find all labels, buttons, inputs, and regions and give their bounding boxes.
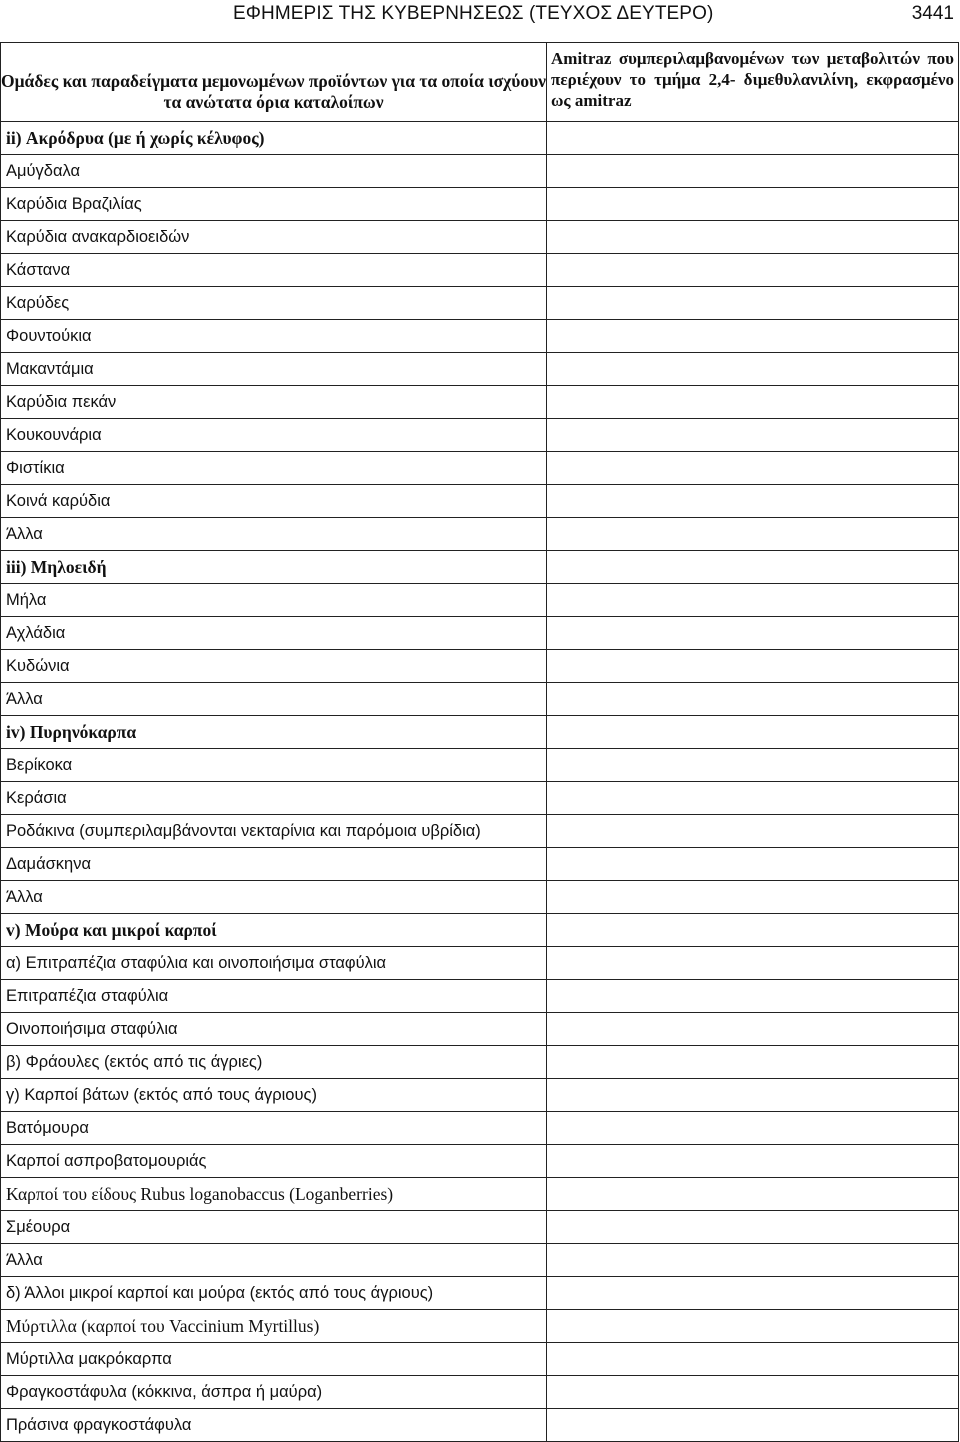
product-name: Βατόμουρα [6, 1119, 89, 1137]
table-row [1, 551, 959, 584]
amitraz-value-cell [547, 485, 959, 518]
amitraz-value-cell [547, 1079, 959, 1112]
product-name: Καρύδες [6, 294, 70, 312]
amitraz-value-cell [547, 980, 959, 1013]
product-name: Καρποί του είδους Rubus loganobaccus (Loganberries) [6, 1184, 394, 1204]
table-row [1, 1310, 959, 1343]
product-name: Μύρτιλλα (καρποί του Vaccinium Myrtillus) [6, 1316, 320, 1336]
gazette-title: ΕΦΗΜΕΡΙΣ ΤΗΣ ΚΥΒΕΡΝΗΣΕΩΣ (ΤΕΥΧΟΣ ΔΕΥΤΕΡΟ) [233, 3, 714, 24]
product-name: Κεράσια [6, 789, 67, 807]
residue-limits-table [0, 42, 959, 1442]
table-row [1, 320, 959, 353]
amitraz-value-cell [547, 947, 959, 980]
table-row [1, 848, 959, 881]
table-row [1, 518, 959, 551]
product-name: Καρύδια πεκάν [6, 393, 117, 411]
product-name: Κουκουνάρια [6, 426, 102, 444]
table-row [1, 419, 959, 452]
product-name: Σμέουρα [6, 1218, 71, 1236]
product-name: Δαμάσκηνα [6, 855, 92, 873]
product-name: Καρποί ασπροβατομουριάς [6, 1152, 207, 1170]
amitraz-value-cell [547, 1013, 959, 1046]
product-name: Κοινά καρύδια [6, 492, 111, 510]
product-name: Κυδώνια [6, 657, 70, 675]
table-row [1, 650, 959, 683]
amitraz-value-cell [547, 188, 959, 221]
amitraz-value-cell [547, 1277, 959, 1310]
amitraz-value-cell [547, 782, 959, 815]
product-name: δ) Άλλοι μικροί καρποί και μούρα (εκτός από τους άγριους) [6, 1284, 434, 1302]
amitraz-value-cell [547, 1178, 959, 1211]
product-name: Μύρτιλλα μακρόκαρπα [6, 1350, 172, 1368]
product-name: Φιστίκια [6, 459, 65, 477]
table-row [1, 1277, 959, 1310]
table-row [1, 1178, 959, 1211]
table-row [1, 287, 959, 320]
amitraz-value-cell [547, 320, 959, 353]
amitraz-value-cell [547, 452, 959, 485]
product-name: β) Φράουλες (εκτός από τις άγριες) [6, 1053, 263, 1071]
product-name: Επιτραπέζια σταφύλια [6, 987, 169, 1005]
amitraz-value-cell [547, 1112, 959, 1145]
table-header-row [1, 43, 959, 122]
product-name: Άλλα [6, 525, 43, 543]
table-row [1, 155, 959, 188]
table-row [1, 1376, 959, 1409]
amitraz-value-cell [547, 221, 959, 254]
table-row [1, 980, 959, 1013]
amitraz-value-cell [547, 683, 959, 716]
table-row [1, 485, 959, 518]
category-heading: ii) Ακρόδρυα (με ή χωρίς κέλυφος) [6, 128, 265, 148]
amitraz-value-cell [547, 749, 959, 782]
amitraz-value-cell [547, 386, 959, 419]
product-name: Οινοποιήσιμα σταφύλια [6, 1020, 178, 1038]
amitraz-value-cell [547, 1244, 959, 1277]
table-row [1, 188, 959, 221]
product-name: Καρύδια ανακαρδιοειδών [6, 228, 190, 246]
table-row [1, 353, 959, 386]
product-name: Αμύγδαλα [6, 162, 81, 180]
amitraz-value-cell [547, 155, 959, 188]
table-row [1, 1145, 959, 1178]
table-row [1, 122, 959, 155]
product-name: Κάστανα [6, 261, 71, 279]
product-name: γ) Καρποί βάτων (εκτός από τους άγριους) [6, 1086, 317, 1104]
table-row [1, 881, 959, 914]
amitraz-value-cell [547, 287, 959, 320]
product-name: Μακαντάμια [6, 360, 94, 378]
table-row [1, 254, 959, 287]
table-row [1, 1112, 959, 1145]
amitraz-value-cell [547, 353, 959, 386]
amitraz-value-cell [547, 881, 959, 914]
amitraz-value-cell [547, 1046, 959, 1079]
amitraz-value-cell [547, 584, 959, 617]
table-row [1, 584, 959, 617]
amitraz-value-cell [547, 716, 959, 749]
product-name: Άλλα [6, 690, 43, 708]
amitraz-value-cell [547, 254, 959, 287]
table-row [1, 1046, 959, 1079]
amitraz-value-cell [547, 419, 959, 452]
product-name: Μήλα [6, 591, 47, 609]
table-row [1, 1343, 959, 1376]
table-row [1, 617, 959, 650]
amitraz-value-cell [547, 1211, 959, 1244]
page-number: 3441 [911, 3, 954, 24]
table-row [1, 1244, 959, 1277]
table-row [1, 386, 959, 419]
product-name: Άλλα [6, 1251, 43, 1269]
table-row [1, 1211, 959, 1244]
amitraz-value-cell [547, 848, 959, 881]
amitraz-value-cell [547, 551, 959, 584]
table-row [1, 1079, 959, 1112]
table-row [1, 1013, 959, 1046]
amitraz-value-cell [547, 1376, 959, 1409]
product-name: Βερίκοκα [6, 756, 73, 774]
amitraz-value-cell [547, 1145, 959, 1178]
table-row [1, 947, 959, 980]
column-header-amitraz: Amitraz συμπεριλαμβανομένων των μεταβολιτών που περιέχουν το τμήμα 2,4- διμεθυλανιλίνη, εκφρασμένο ως amitraz [551, 49, 954, 110]
product-name: Αχλάδια [6, 624, 66, 642]
table-row [1, 749, 959, 782]
amitraz-value-cell [547, 122, 959, 155]
column-header-products: Ομάδες και παραδείγματα μεμονωμένων προϊόντων για τα οποία ισχύουν τα ανώτατα όρια καταλοίπων [1, 71, 546, 112]
product-name: Πράσινα φραγκοστάφυλα [6, 1416, 192, 1434]
table-row [1, 815, 959, 848]
category-heading: iii) Μηλοειδή [6, 557, 107, 577]
table-row [1, 452, 959, 485]
amitraz-value-cell [547, 1310, 959, 1343]
category-heading: iv) Πυρηνόκαρπα [6, 722, 137, 742]
product-name: Φραγκοστάφυλα (κόκκινα, άσπρα ή μαύρα) [6, 1383, 323, 1401]
amitraz-value-cell [547, 914, 959, 947]
amitraz-value-cell [547, 815, 959, 848]
table-row [1, 914, 959, 947]
table-row [1, 716, 959, 749]
category-heading: v) Μούρα και μικροί καρποί [6, 920, 217, 940]
table-row [1, 782, 959, 815]
product-name: Φουντούκια [6, 327, 92, 345]
amitraz-value-cell [547, 650, 959, 683]
table-row [1, 1409, 959, 1442]
product-name: Ροδάκινα (συμπεριλαμβάνονται νεκταρίνια και παρόμοια υβρίδια) [6, 822, 481, 840]
table-row [1, 683, 959, 716]
product-name: Καρύδια Βραζιλίας [6, 195, 142, 213]
product-name: α) Επιτραπέζια σταφύλια και οινοποιήσιμα σταφύλια [6, 954, 387, 972]
table-row [1, 221, 959, 254]
amitraz-value-cell [547, 617, 959, 650]
amitraz-value-cell [547, 1343, 959, 1376]
amitraz-value-cell [547, 518, 959, 551]
amitraz-value-cell [547, 1409, 959, 1442]
product-name: Άλλα [6, 888, 43, 906]
page-header [0, 0, 960, 30]
